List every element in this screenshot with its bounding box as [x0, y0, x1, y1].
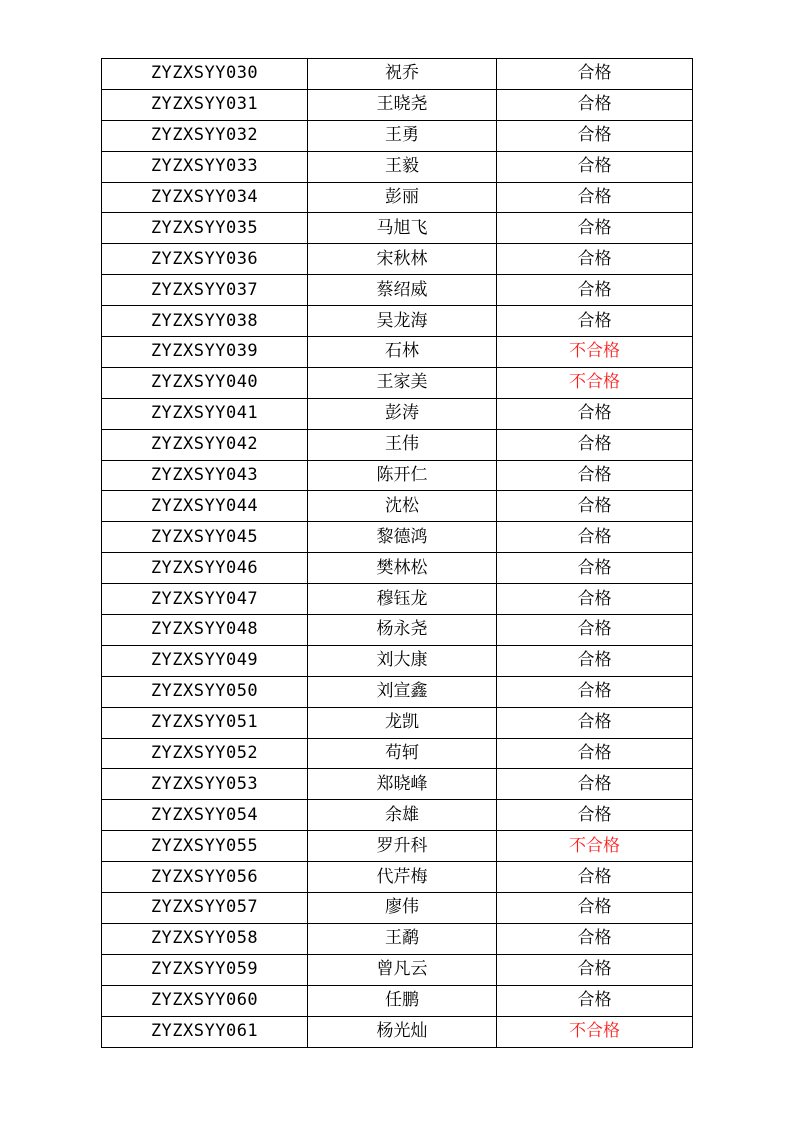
candidate-id-cell: ZYZXSYY037	[102, 275, 308, 306]
candidate-name-cell: 余雄	[308, 800, 497, 831]
candidate-name-cell: 廖伟	[308, 893, 497, 924]
results-table-body	[102, 59, 693, 1048]
candidate-name-cell: 郑晓峰	[308, 769, 497, 800]
table-row	[102, 460, 693, 491]
table-row	[102, 553, 693, 584]
candidate-id-cell: ZYZXSYY035	[102, 213, 308, 244]
table-row	[102, 89, 693, 120]
candidate-name-cell: 王勇	[308, 120, 497, 151]
candidate-name-cell: 陈开仁	[308, 460, 497, 491]
table-row	[102, 59, 693, 90]
candidate-id-cell: ZYZXSYY034	[102, 182, 308, 213]
candidate-name-cell: 彭丽	[308, 182, 497, 213]
candidate-id-cell: ZYZXSYY041	[102, 398, 308, 429]
result-pass-cell: 合格	[497, 460, 693, 491]
table-row	[102, 584, 693, 615]
candidate-name-cell: 王鹬	[308, 923, 497, 954]
table-row	[102, 985, 693, 1016]
candidate-id-cell: ZYZXSYY061	[102, 1016, 308, 1047]
candidate-id-cell: ZYZXSYY060	[102, 985, 308, 1016]
candidate-id-cell: ZYZXSYY036	[102, 244, 308, 275]
table-row	[102, 120, 693, 151]
table-row	[102, 491, 693, 522]
result-pass-cell: 合格	[497, 182, 693, 213]
table-row	[102, 306, 693, 337]
candidate-name-cell: 杨光灿	[308, 1016, 497, 1047]
candidate-id-cell: ZYZXSYY040	[102, 367, 308, 398]
table-row	[102, 182, 693, 213]
result-pass-cell: 合格	[497, 491, 693, 522]
candidate-name-cell: 马旭飞	[308, 213, 497, 244]
result-fail-cell: 不合格	[497, 367, 693, 398]
candidate-id-cell: ZYZXSYY058	[102, 923, 308, 954]
candidate-id-cell: ZYZXSYY033	[102, 151, 308, 182]
result-pass-cell: 合格	[497, 120, 693, 151]
candidate-name-cell: 刘宣鑫	[308, 676, 497, 707]
candidate-id-cell: ZYZXSYY051	[102, 707, 308, 738]
result-pass-cell: 合格	[497, 553, 693, 584]
candidate-name-cell: 苟轲	[308, 738, 497, 769]
candidate-id-cell: ZYZXSYY048	[102, 615, 308, 646]
candidate-id-cell: ZYZXSYY055	[102, 831, 308, 862]
table-row	[102, 367, 693, 398]
candidate-name-cell: 吴龙海	[308, 306, 497, 337]
candidate-id-cell: ZYZXSYY053	[102, 769, 308, 800]
result-pass-cell: 合格	[497, 769, 693, 800]
result-pass-cell: 合格	[497, 800, 693, 831]
candidate-name-cell: 代芹梅	[308, 862, 497, 893]
candidate-id-cell: ZYZXSYY045	[102, 522, 308, 553]
candidate-name-cell: 刘大康	[308, 645, 497, 676]
table-row	[102, 738, 693, 769]
result-pass-cell: 合格	[497, 59, 693, 90]
candidate-id-cell: ZYZXSYY052	[102, 738, 308, 769]
table-row	[102, 398, 693, 429]
candidate-id-cell: ZYZXSYY046	[102, 553, 308, 584]
table-row	[102, 615, 693, 646]
candidate-name-cell: 樊林松	[308, 553, 497, 584]
result-fail-cell: 不合格	[497, 831, 693, 862]
candidate-name-cell: 龙凯	[308, 707, 497, 738]
result-pass-cell: 合格	[497, 985, 693, 1016]
candidate-id-cell: ZYZXSYY050	[102, 676, 308, 707]
candidate-id-cell: ZYZXSYY049	[102, 645, 308, 676]
result-pass-cell: 合格	[497, 707, 693, 738]
result-pass-cell: 合格	[497, 615, 693, 646]
result-pass-cell: 合格	[497, 244, 693, 275]
table-row	[102, 213, 693, 244]
candidate-id-cell: ZYZXSYY044	[102, 491, 308, 522]
candidate-name-cell: 任鹏	[308, 985, 497, 1016]
candidate-id-cell: ZYZXSYY054	[102, 800, 308, 831]
candidate-name-cell: 沈松	[308, 491, 497, 522]
result-fail-cell: 不合格	[497, 1016, 693, 1047]
result-pass-cell: 合格	[497, 676, 693, 707]
candidate-name-cell: 罗升科	[308, 831, 497, 862]
candidate-id-cell: ZYZXSYY031	[102, 89, 308, 120]
result-pass-cell: 合格	[497, 306, 693, 337]
result-pass-cell: 合格	[497, 275, 693, 306]
result-pass-cell: 合格	[497, 893, 693, 924]
result-pass-cell: 合格	[497, 738, 693, 769]
candidate-id-cell: ZYZXSYY059	[102, 954, 308, 985]
table-row	[102, 275, 693, 306]
table-row	[102, 429, 693, 460]
candidate-id-cell: ZYZXSYY047	[102, 584, 308, 615]
results-table	[101, 58, 693, 1048]
candidate-name-cell: 曾凡云	[308, 954, 497, 985]
candidate-id-cell: ZYZXSYY043	[102, 460, 308, 491]
table-row	[102, 954, 693, 985]
candidate-name-cell: 石林	[308, 337, 497, 368]
table-row	[102, 244, 693, 275]
result-pass-cell: 合格	[497, 862, 693, 893]
result-pass-cell: 合格	[497, 429, 693, 460]
result-pass-cell: 合格	[497, 645, 693, 676]
candidate-id-cell: ZYZXSYY032	[102, 120, 308, 151]
candidate-id-cell: ZYZXSYY038	[102, 306, 308, 337]
table-row	[102, 522, 693, 553]
candidate-name-cell: 杨永尧	[308, 615, 497, 646]
result-pass-cell: 合格	[497, 522, 693, 553]
table-row	[102, 645, 693, 676]
candidate-name-cell: 蔡绍威	[308, 275, 497, 306]
candidate-name-cell: 王伟	[308, 429, 497, 460]
candidate-id-cell: ZYZXSYY039	[102, 337, 308, 368]
candidate-id-cell: ZYZXSYY057	[102, 893, 308, 924]
table-row	[102, 707, 693, 738]
candidate-name-cell: 王晓尧	[308, 89, 497, 120]
candidate-id-cell: ZYZXSYY042	[102, 429, 308, 460]
result-pass-cell: 合格	[497, 89, 693, 120]
table-row	[102, 337, 693, 368]
table-row	[102, 923, 693, 954]
result-pass-cell: 合格	[497, 151, 693, 182]
candidate-id-cell: ZYZXSYY030	[102, 59, 308, 90]
table-row	[102, 676, 693, 707]
candidate-id-cell: ZYZXSYY056	[102, 862, 308, 893]
table-row	[102, 831, 693, 862]
result-pass-cell: 合格	[497, 584, 693, 615]
result-pass-cell: 合格	[497, 954, 693, 985]
candidate-name-cell: 宋秋林	[308, 244, 497, 275]
candidate-name-cell: 王家美	[308, 367, 497, 398]
result-pass-cell: 合格	[497, 923, 693, 954]
candidate-name-cell: 彭涛	[308, 398, 497, 429]
result-pass-cell: 合格	[497, 398, 693, 429]
result-fail-cell: 不合格	[497, 337, 693, 368]
table-row	[102, 862, 693, 893]
table-row	[102, 1016, 693, 1047]
candidate-name-cell: 王毅	[308, 151, 497, 182]
candidate-name-cell: 穆钰龙	[308, 584, 497, 615]
table-row	[102, 893, 693, 924]
table-row	[102, 151, 693, 182]
table-row	[102, 800, 693, 831]
candidate-name-cell: 祝乔	[308, 59, 497, 90]
candidate-name-cell: 黎德鸿	[308, 522, 497, 553]
result-pass-cell: 合格	[497, 213, 693, 244]
table-row	[102, 769, 693, 800]
